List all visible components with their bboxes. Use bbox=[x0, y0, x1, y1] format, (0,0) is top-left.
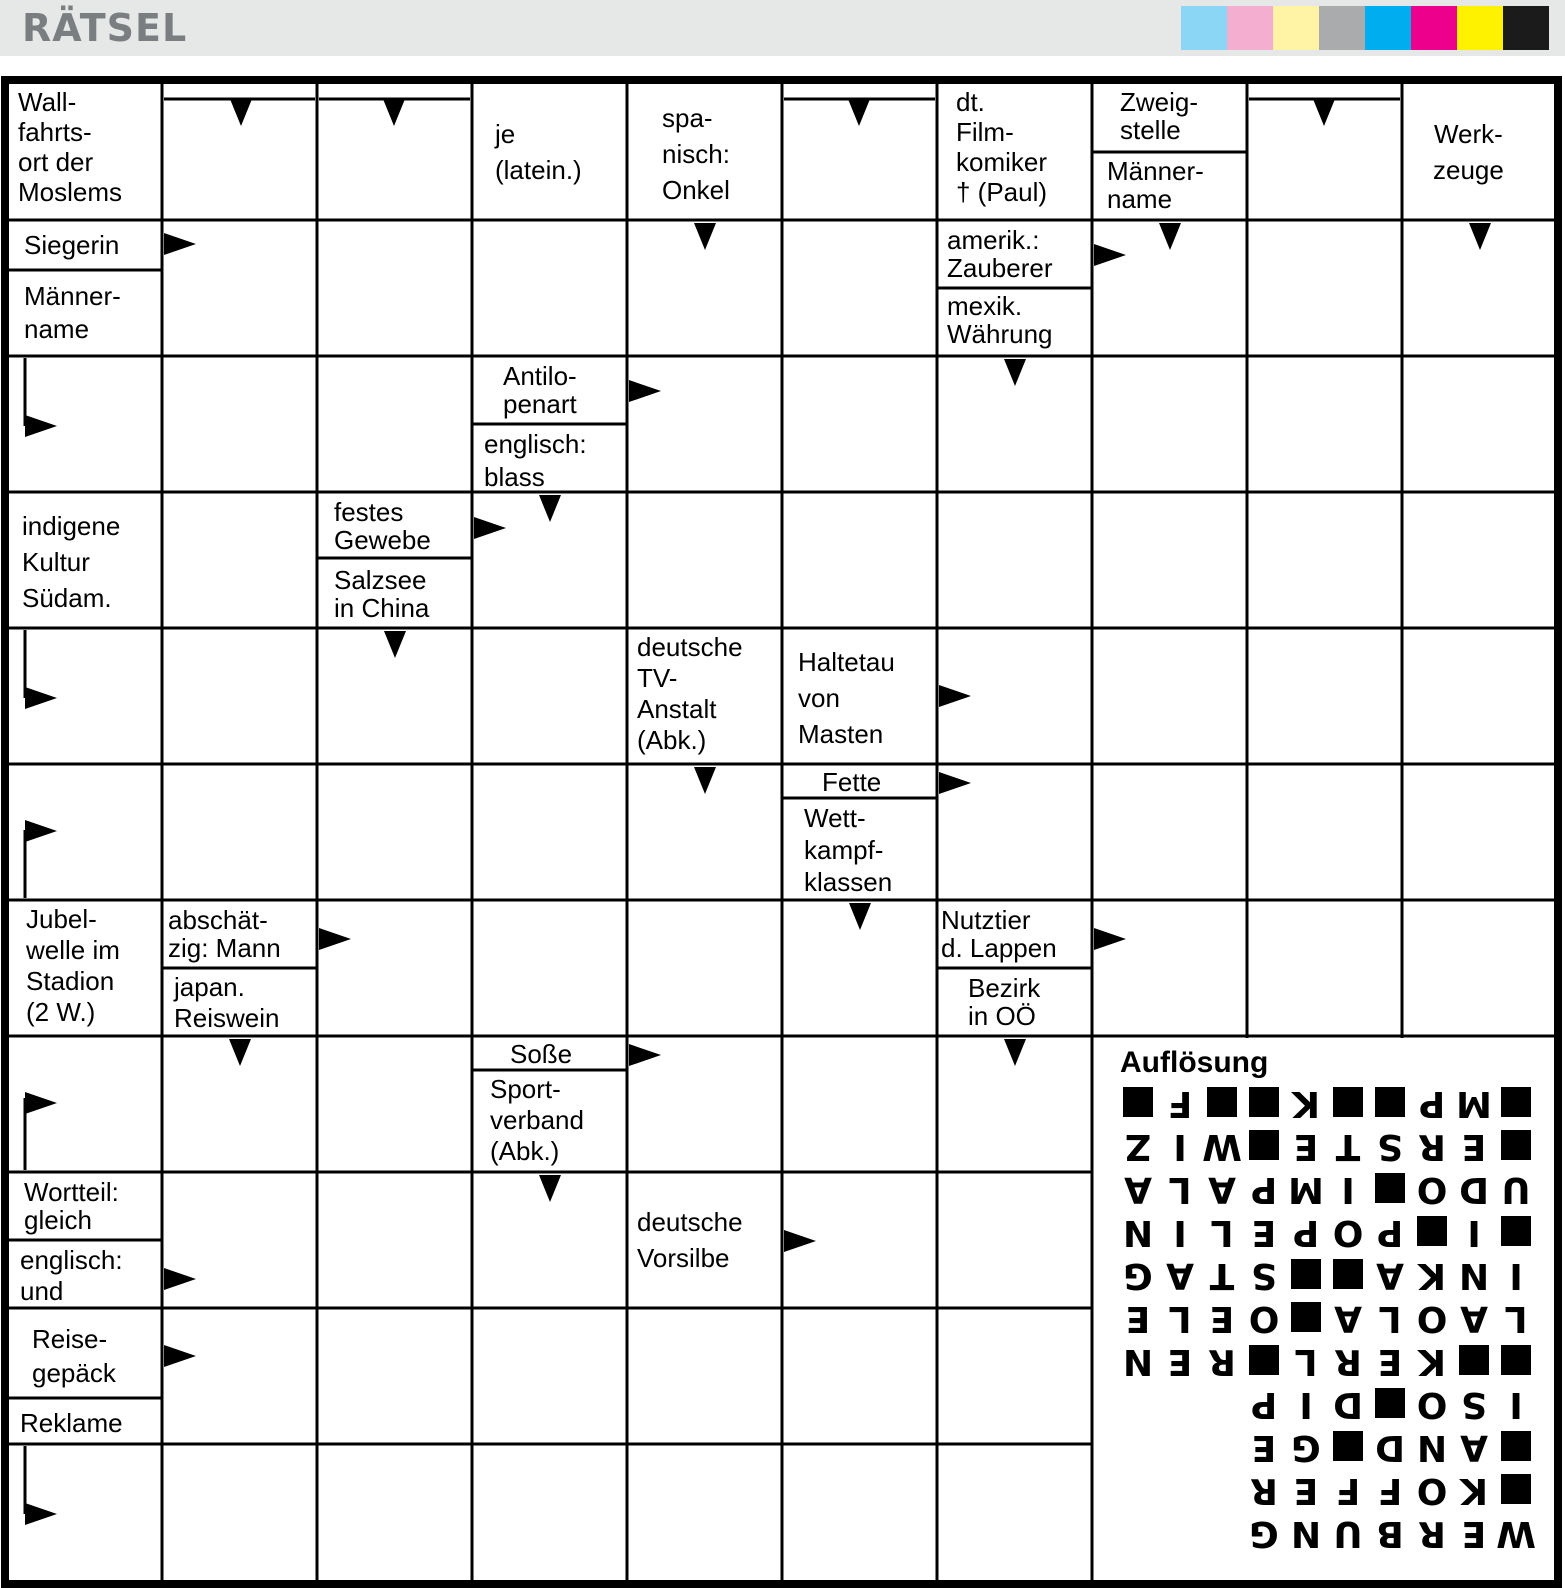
solution-empty bbox=[1117, 1469, 1159, 1512]
clue-line: Kultur bbox=[22, 547, 90, 577]
clue-sosse bbox=[510, 1039, 572, 1069]
solution-letter: E bbox=[1125, 1298, 1151, 1339]
solution-letter: R bbox=[1334, 1341, 1362, 1382]
solution-letter: A bbox=[1166, 1255, 1194, 1296]
clue-line: dt. bbox=[956, 87, 985, 117]
solution-letter: F bbox=[1377, 1470, 1403, 1511]
solution-black-square bbox=[1495, 1125, 1537, 1168]
clue-line: Zauberer bbox=[947, 253, 1053, 283]
solution-empty bbox=[1159, 1383, 1201, 1426]
clue-line: Gewebe bbox=[334, 525, 431, 555]
solution-black-square bbox=[1285, 1254, 1327, 1297]
clue-line: Männer- bbox=[24, 281, 121, 311]
clue-line: komiker bbox=[956, 147, 1048, 177]
solution-row bbox=[1117, 1383, 1537, 1426]
solution-letter: D bbox=[1459, 1169, 1489, 1210]
solution-letter: A bbox=[1460, 1427, 1488, 1468]
clue-line: (latein.) bbox=[495, 155, 582, 185]
clue-line: Vorsilbe bbox=[637, 1243, 730, 1273]
clue-line: Jubel- bbox=[26, 904, 97, 934]
solution-letter: U bbox=[1333, 1513, 1363, 1554]
solution-letter: N bbox=[1416, 1427, 1448, 1468]
clue-vorsilbe bbox=[637, 1204, 743, 1276]
clue-line: klassen bbox=[804, 867, 893, 897]
clue-salzsee bbox=[334, 566, 429, 622]
clue-zweigstelle bbox=[1120, 88, 1198, 144]
clue-line: indigene bbox=[22, 511, 121, 541]
solution-letter: P bbox=[1250, 1384, 1278, 1425]
solution-row bbox=[1117, 1469, 1537, 1512]
solution-empty bbox=[1159, 1512, 1201, 1555]
solution-letter: R bbox=[1250, 1470, 1278, 1511]
solution-letter: O bbox=[1248, 1298, 1280, 1339]
clue-line: kampf- bbox=[804, 835, 884, 865]
clue-maennername-top bbox=[1107, 157, 1204, 213]
clue-line: englisch: bbox=[484, 429, 587, 459]
clue-tv-anstalt bbox=[637, 632, 743, 756]
clue-line: Siegerin bbox=[24, 230, 120, 260]
solution-row bbox=[1117, 1254, 1537, 1297]
solution-row bbox=[1117, 1082, 1537, 1125]
clue-indigene bbox=[22, 508, 120, 616]
clue-wortteil bbox=[24, 1178, 119, 1234]
clue-line: Zweig- bbox=[1120, 87, 1199, 117]
solution-letter: P bbox=[1418, 1083, 1446, 1124]
solution-letter: L bbox=[1504, 1298, 1528, 1339]
solution-letter: K bbox=[1292, 1083, 1320, 1124]
solution-letter: O bbox=[1416, 1298, 1448, 1339]
solution-letter: E bbox=[1461, 1513, 1487, 1554]
solution-black-square bbox=[1285, 1297, 1327, 1340]
clue-line: englisch: bbox=[20, 1245, 123, 1275]
solution-letter: L bbox=[1210, 1212, 1234, 1253]
solution-row bbox=[1117, 1211, 1537, 1254]
clue-reiswein bbox=[174, 972, 280, 1034]
solution-letter: S bbox=[1377, 1126, 1403, 1167]
clue-bezirk bbox=[968, 974, 1040, 1030]
solution-letter: O bbox=[1416, 1169, 1448, 1210]
solution-letter: E bbox=[1251, 1427, 1277, 1468]
solution-empty bbox=[1159, 1426, 1201, 1469]
solution-black-square bbox=[1453, 1340, 1495, 1383]
solution-letter: P bbox=[1292, 1212, 1320, 1253]
solution-letter: I bbox=[1173, 1212, 1187, 1253]
solution-black-square bbox=[1327, 1426, 1369, 1469]
clue-maennername-left bbox=[24, 280, 121, 346]
clue-line: Wall- bbox=[18, 87, 77, 117]
clue-line: Soße bbox=[510, 1039, 573, 1069]
solution-row bbox=[1117, 1512, 1537, 1555]
solution-black-square bbox=[1243, 1340, 1285, 1383]
solution-letter: N bbox=[1122, 1212, 1154, 1253]
solution-letter: S bbox=[1251, 1255, 1277, 1296]
clue-line: in China bbox=[334, 593, 430, 623]
solution-letter: I bbox=[1173, 1126, 1187, 1167]
solution-grid bbox=[1117, 1085, 1537, 1555]
solution-letter: F bbox=[1335, 1470, 1361, 1511]
clue-line: (Abk.) bbox=[637, 725, 707, 755]
clue-line: gepäck bbox=[32, 1358, 116, 1388]
clue-line: Reklame bbox=[20, 1408, 123, 1438]
clue-line: name bbox=[1107, 184, 1173, 214]
solution-letter: O bbox=[1416, 1384, 1448, 1425]
solution-letter: M bbox=[1456, 1083, 1492, 1124]
clue-line: Bezirk bbox=[968, 973, 1041, 1003]
solution-letter: I bbox=[1341, 1169, 1355, 1210]
clue-reklame bbox=[20, 1408, 123, 1438]
clue-blass bbox=[484, 428, 587, 494]
solution-letter: L bbox=[1168, 1169, 1192, 1210]
clue-line: verband bbox=[490, 1105, 584, 1135]
clue-line: Fette bbox=[822, 767, 882, 797]
clue-englisch-und bbox=[20, 1245, 123, 1307]
clue-line: Anstalt bbox=[637, 694, 717, 724]
clue-spanisch-onkel bbox=[662, 100, 730, 208]
clue-line: Onkel bbox=[662, 175, 730, 205]
clue-line: Südam. bbox=[22, 583, 112, 613]
clue-abschaetzig-mann bbox=[168, 906, 281, 962]
solution-letter: G bbox=[1249, 1513, 1279, 1554]
solution-row bbox=[1117, 1340, 1537, 1383]
solution-letter: O bbox=[1416, 1470, 1448, 1511]
clue-line: japan. bbox=[174, 972, 245, 1002]
solution-letter: N bbox=[1458, 1255, 1490, 1296]
solution-empty bbox=[1201, 1426, 1243, 1469]
clue-line: Männer- bbox=[1107, 156, 1204, 186]
solution-letter: E bbox=[1293, 1470, 1319, 1511]
clue-line: Stadion bbox=[26, 966, 115, 996]
solution-empty bbox=[1117, 1383, 1159, 1426]
clue-line: † (Paul) bbox=[956, 177, 1048, 207]
clue-line: welle im bbox=[26, 935, 120, 965]
solution-letter: B bbox=[1376, 1513, 1404, 1554]
solution-letter: N bbox=[1290, 1513, 1322, 1554]
solution-letter: F bbox=[1167, 1083, 1193, 1124]
solution-letter: I bbox=[1467, 1212, 1481, 1253]
solution-letter: D bbox=[1333, 1384, 1363, 1425]
clue-line: mexik. bbox=[947, 291, 1023, 321]
clue-werkzeuge bbox=[1433, 116, 1504, 188]
clue-line: Wett- bbox=[804, 803, 866, 833]
solution-letter: A bbox=[1124, 1169, 1152, 1210]
clue-zauberer bbox=[947, 226, 1053, 282]
solution-letter: P bbox=[1376, 1212, 1404, 1253]
solution-black-square bbox=[1243, 1082, 1285, 1125]
solution-row bbox=[1117, 1125, 1537, 1168]
clue-haltetau bbox=[798, 644, 895, 752]
solution-letter: K bbox=[1418, 1255, 1446, 1296]
clue-festes-gewebe bbox=[334, 498, 431, 554]
solution-black-square bbox=[1495, 1340, 1537, 1383]
clue-line: gleich bbox=[24, 1205, 92, 1235]
solution-black-square bbox=[1495, 1082, 1537, 1125]
clue-line: spa- bbox=[662, 103, 713, 133]
solution-letter: W bbox=[1202, 1126, 1242, 1167]
solution-empty bbox=[1201, 1512, 1243, 1555]
clue-line: und bbox=[20, 1276, 64, 1306]
solution-black-square bbox=[1369, 1082, 1411, 1125]
page-title: RÄTSEL bbox=[22, 6, 188, 50]
solution-letter: K bbox=[1460, 1470, 1488, 1511]
clue-line: Nutztier bbox=[941, 905, 1031, 935]
solution-letter: R bbox=[1208, 1341, 1236, 1382]
clue-line: nisch: bbox=[662, 139, 730, 169]
solution-letter: O bbox=[1332, 1212, 1364, 1253]
solution-empty bbox=[1201, 1383, 1243, 1426]
solution-letter: I bbox=[1509, 1255, 1523, 1296]
solution-empty bbox=[1117, 1426, 1159, 1469]
solution-letter: G bbox=[1291, 1427, 1321, 1468]
clue-line: in OÖ bbox=[968, 1001, 1036, 1031]
clue-siegerin bbox=[24, 230, 119, 260]
solution-black-square bbox=[1495, 1426, 1537, 1469]
clue-line: penart bbox=[503, 389, 577, 419]
solution-empty bbox=[1117, 1512, 1159, 1555]
solution-letter: E bbox=[1251, 1212, 1277, 1253]
solution-letter: U bbox=[1501, 1169, 1531, 1210]
solution-letter: L bbox=[1378, 1298, 1402, 1339]
solution-row bbox=[1117, 1297, 1537, 1340]
clue-line: ort der bbox=[18, 147, 94, 177]
clue-line: zeuge bbox=[1433, 155, 1504, 185]
clue-line: fahrts- bbox=[18, 117, 92, 147]
clue-antilopenart bbox=[503, 362, 577, 418]
solution-black-square bbox=[1243, 1125, 1285, 1168]
clue-line: name bbox=[24, 314, 90, 344]
solution-letter: E bbox=[1377, 1341, 1403, 1382]
solution-letter: E bbox=[1293, 1126, 1319, 1167]
solution-letter: D bbox=[1375, 1427, 1405, 1468]
solution-black-square bbox=[1495, 1469, 1537, 1512]
clue-jubelwelle bbox=[26, 904, 120, 1028]
clue-line: stelle bbox=[1120, 115, 1181, 145]
clue-line: je bbox=[495, 119, 516, 149]
solution-letter: A bbox=[1334, 1298, 1362, 1339]
clue-line: Film- bbox=[956, 117, 1014, 147]
clue-line: Moslems bbox=[18, 177, 123, 207]
solution-letter: G bbox=[1123, 1255, 1153, 1296]
solution-letter: E bbox=[1461, 1126, 1487, 1167]
clue-line: abschät- bbox=[168, 905, 268, 935]
solution-empty bbox=[1159, 1469, 1201, 1512]
clue-fette bbox=[822, 767, 881, 797]
solution-letter: L bbox=[1168, 1298, 1192, 1339]
clue-line: blass bbox=[484, 462, 545, 492]
solution-letter: P bbox=[1250, 1169, 1278, 1210]
clue-line: Reiswein bbox=[174, 1003, 280, 1033]
solution-letter: T bbox=[1335, 1126, 1361, 1167]
solution-black-square bbox=[1369, 1168, 1411, 1211]
clue-line: (2 W.) bbox=[26, 997, 96, 1027]
clue-reisegepaeck bbox=[32, 1322, 116, 1390]
solution-row bbox=[1117, 1426, 1537, 1469]
clue-line: von bbox=[798, 683, 840, 713]
solution-black-square bbox=[1201, 1082, 1243, 1125]
clue-nutztier bbox=[941, 906, 1057, 962]
solution-letter: A bbox=[1460, 1298, 1488, 1339]
clue-line: deutsche bbox=[637, 1207, 743, 1237]
solution-letter: A bbox=[1376, 1255, 1404, 1296]
solution-letter: R bbox=[1418, 1126, 1446, 1167]
clue-filmkomiker bbox=[956, 87, 1047, 207]
solution-letter: I bbox=[1299, 1384, 1313, 1425]
clue-je-latein bbox=[495, 116, 582, 188]
clue-sportverband bbox=[490, 1074, 584, 1167]
clue-line: deutsche bbox=[637, 632, 743, 662]
solution-letter: A bbox=[1208, 1169, 1236, 1210]
clue-line: Antilo- bbox=[503, 361, 577, 391]
solution-letter: N bbox=[1122, 1341, 1154, 1382]
solution-black-square bbox=[1327, 1082, 1369, 1125]
solution-black-square bbox=[1411, 1211, 1453, 1254]
clue-line: Salzsee bbox=[334, 565, 427, 595]
solution-letter: T bbox=[1209, 1255, 1235, 1296]
clue-line: Sport- bbox=[490, 1074, 561, 1104]
solution-letter: L bbox=[1294, 1341, 1318, 1382]
clue-line: zig: Mann bbox=[168, 933, 281, 963]
solution-letter: R bbox=[1418, 1513, 1446, 1554]
solution-letter: W bbox=[1496, 1513, 1536, 1554]
solution-black-square bbox=[1495, 1211, 1537, 1254]
clue-line: TV- bbox=[637, 663, 678, 693]
solution-letter: E bbox=[1209, 1298, 1235, 1339]
solution-black-square bbox=[1327, 1254, 1369, 1297]
solution-letter: S bbox=[1461, 1384, 1487, 1425]
solution-black-square bbox=[1369, 1383, 1411, 1426]
solution-letter: I bbox=[1509, 1384, 1523, 1425]
clue-line: d. Lappen bbox=[941, 933, 1057, 963]
solution-empty bbox=[1201, 1469, 1243, 1512]
clue-line: Masten bbox=[798, 719, 884, 749]
clue-waehrung bbox=[947, 292, 1053, 348]
clue-wettkampfklassen bbox=[804, 802, 892, 898]
clue-wallfahrtsort bbox=[18, 87, 122, 207]
solution-black-square bbox=[1117, 1082, 1159, 1125]
clue-line: Währung bbox=[947, 319, 1053, 349]
solution-title: Auflösung bbox=[1120, 1046, 1269, 1079]
clue-line: Werk- bbox=[1433, 119, 1503, 149]
clue-line: Haltetau bbox=[798, 647, 895, 677]
clue-line: amerik.: bbox=[947, 225, 1040, 255]
solution-letter: K bbox=[1418, 1341, 1446, 1382]
clue-line: festes bbox=[334, 497, 404, 527]
solution-letter: E bbox=[1167, 1341, 1193, 1382]
solution-letter: M bbox=[1288, 1169, 1324, 1210]
solution-letter: Z bbox=[1124, 1126, 1152, 1167]
clue-line: Reise- bbox=[32, 1324, 108, 1354]
clue-line: Wortteil: bbox=[24, 1177, 119, 1207]
solution-row bbox=[1117, 1168, 1537, 1211]
clue-line: (Abk.) bbox=[490, 1136, 560, 1166]
